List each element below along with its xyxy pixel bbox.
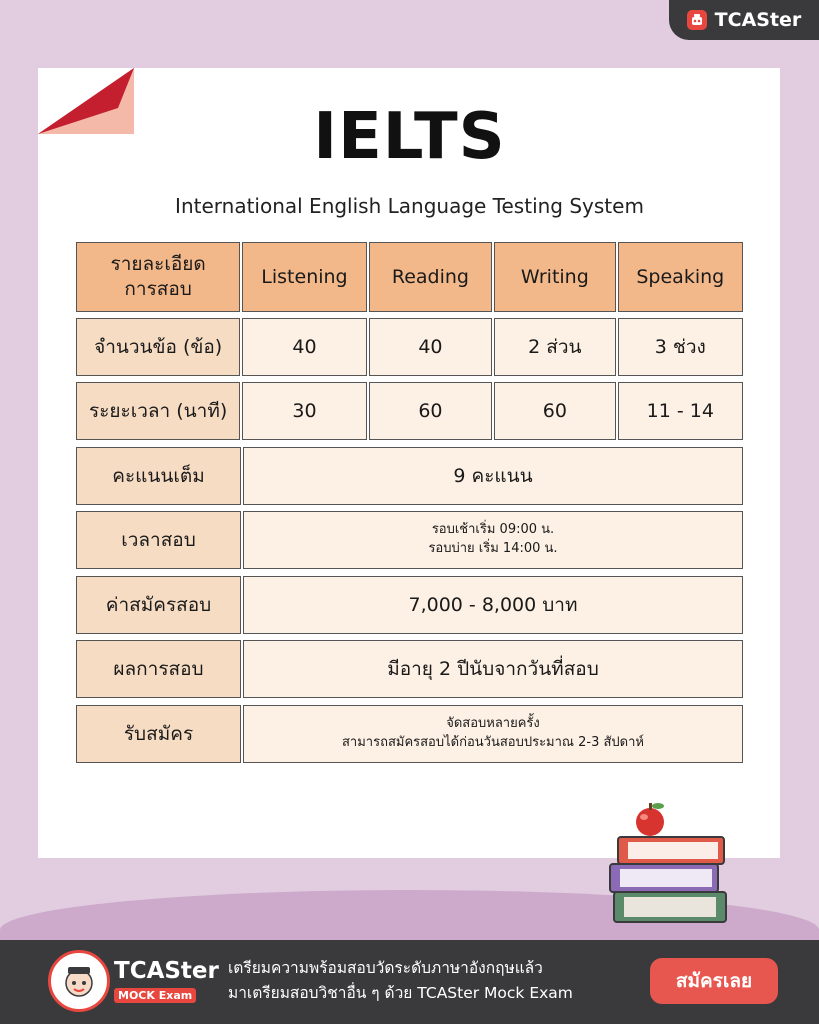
- register-button[interactable]: สมัครเลย: [650, 958, 778, 1004]
- footer-line-1: เตรียมความพร้อมสอบวัดระดับภาษาอังกฤษแล้ว: [228, 959, 543, 977]
- brand-name: TCASter: [714, 9, 802, 31]
- table-cell: 2 ส่วน: [494, 318, 615, 376]
- page-subtitle: International English Language Testing System: [175, 194, 644, 218]
- cell-line: รอบบ่าย เริ่ม 14:00 น.: [428, 541, 558, 556]
- header-label-cell: รายละเอียด การสอบ: [76, 242, 240, 312]
- table-cell: 60: [494, 382, 615, 440]
- header-speaking: Speaking: [618, 242, 743, 312]
- table-row: [76, 576, 743, 634]
- table-row: [76, 318, 743, 376]
- table-cell: มีอายุ 2 ปีนับจากวันที่สอบ: [243, 640, 743, 698]
- table-row: [76, 640, 743, 698]
- header-writing: Writing: [494, 242, 615, 312]
- mascot-icon: [48, 950, 110, 1012]
- header-listening: Listening: [242, 242, 366, 312]
- table-cell: 3 ช่วง: [618, 318, 743, 376]
- row-label: รับสมัคร: [76, 705, 241, 763]
- table-row: [76, 382, 743, 440]
- cell-line: จัดสอบหลายครั้ง: [446, 716, 540, 732]
- mock-logo-sub: MOCK Exam: [114, 988, 196, 1003]
- table-cell: 11 - 14: [618, 382, 743, 440]
- footer-message: [228, 956, 573, 1006]
- mock-logo-main: TCASter: [114, 958, 219, 984]
- brand-tab[interactable]: [669, 0, 819, 40]
- table-cell: 7,000 - 8,000 บาท: [243, 576, 743, 634]
- row-label: ผลการสอบ: [76, 640, 241, 698]
- apple-books-icon: [606, 800, 730, 928]
- table-cell: 30: [242, 382, 366, 440]
- table-cell: [243, 705, 743, 763]
- row-label: ค่าสมัครสอบ: [76, 576, 241, 634]
- table-cell: 40: [369, 318, 492, 376]
- table-cell: 9 คะแนน: [243, 447, 743, 505]
- table-cell: 60: [369, 382, 492, 440]
- cell-line: รอบเช้าเริ่ม 09:00 น.: [431, 522, 555, 538]
- footer-bar: [0, 940, 819, 1024]
- row-label: จำนวนข้อ (ข้อ): [76, 318, 240, 376]
- table-row: [76, 705, 743, 763]
- mock-exam-logo[interactable]: [48, 950, 219, 1012]
- table-row: [76, 447, 743, 505]
- table-cell: 40: [242, 318, 366, 376]
- table-header-row: [76, 242, 743, 312]
- table-row: [76, 511, 743, 569]
- row-label: คะแนนเต็ม: [76, 447, 241, 505]
- header-reading: Reading: [369, 242, 492, 312]
- cell-line: สามารถสมัครสอบได้ก่อนวันสอบประมาณ 2-3 สัปดาห์: [341, 735, 644, 750]
- row-label: เวลาสอบ: [76, 511, 241, 569]
- table-cell: [243, 511, 743, 569]
- footer-line-2: มาเตรียมสอบวิชาอื่น ๆ ด้วย TCASter Mock Exam: [228, 983, 573, 1002]
- page-title: IELTS: [313, 100, 506, 174]
- row-label: ระยะเวลา (นาที): [76, 382, 240, 440]
- tcaster-logo-icon: [687, 10, 707, 30]
